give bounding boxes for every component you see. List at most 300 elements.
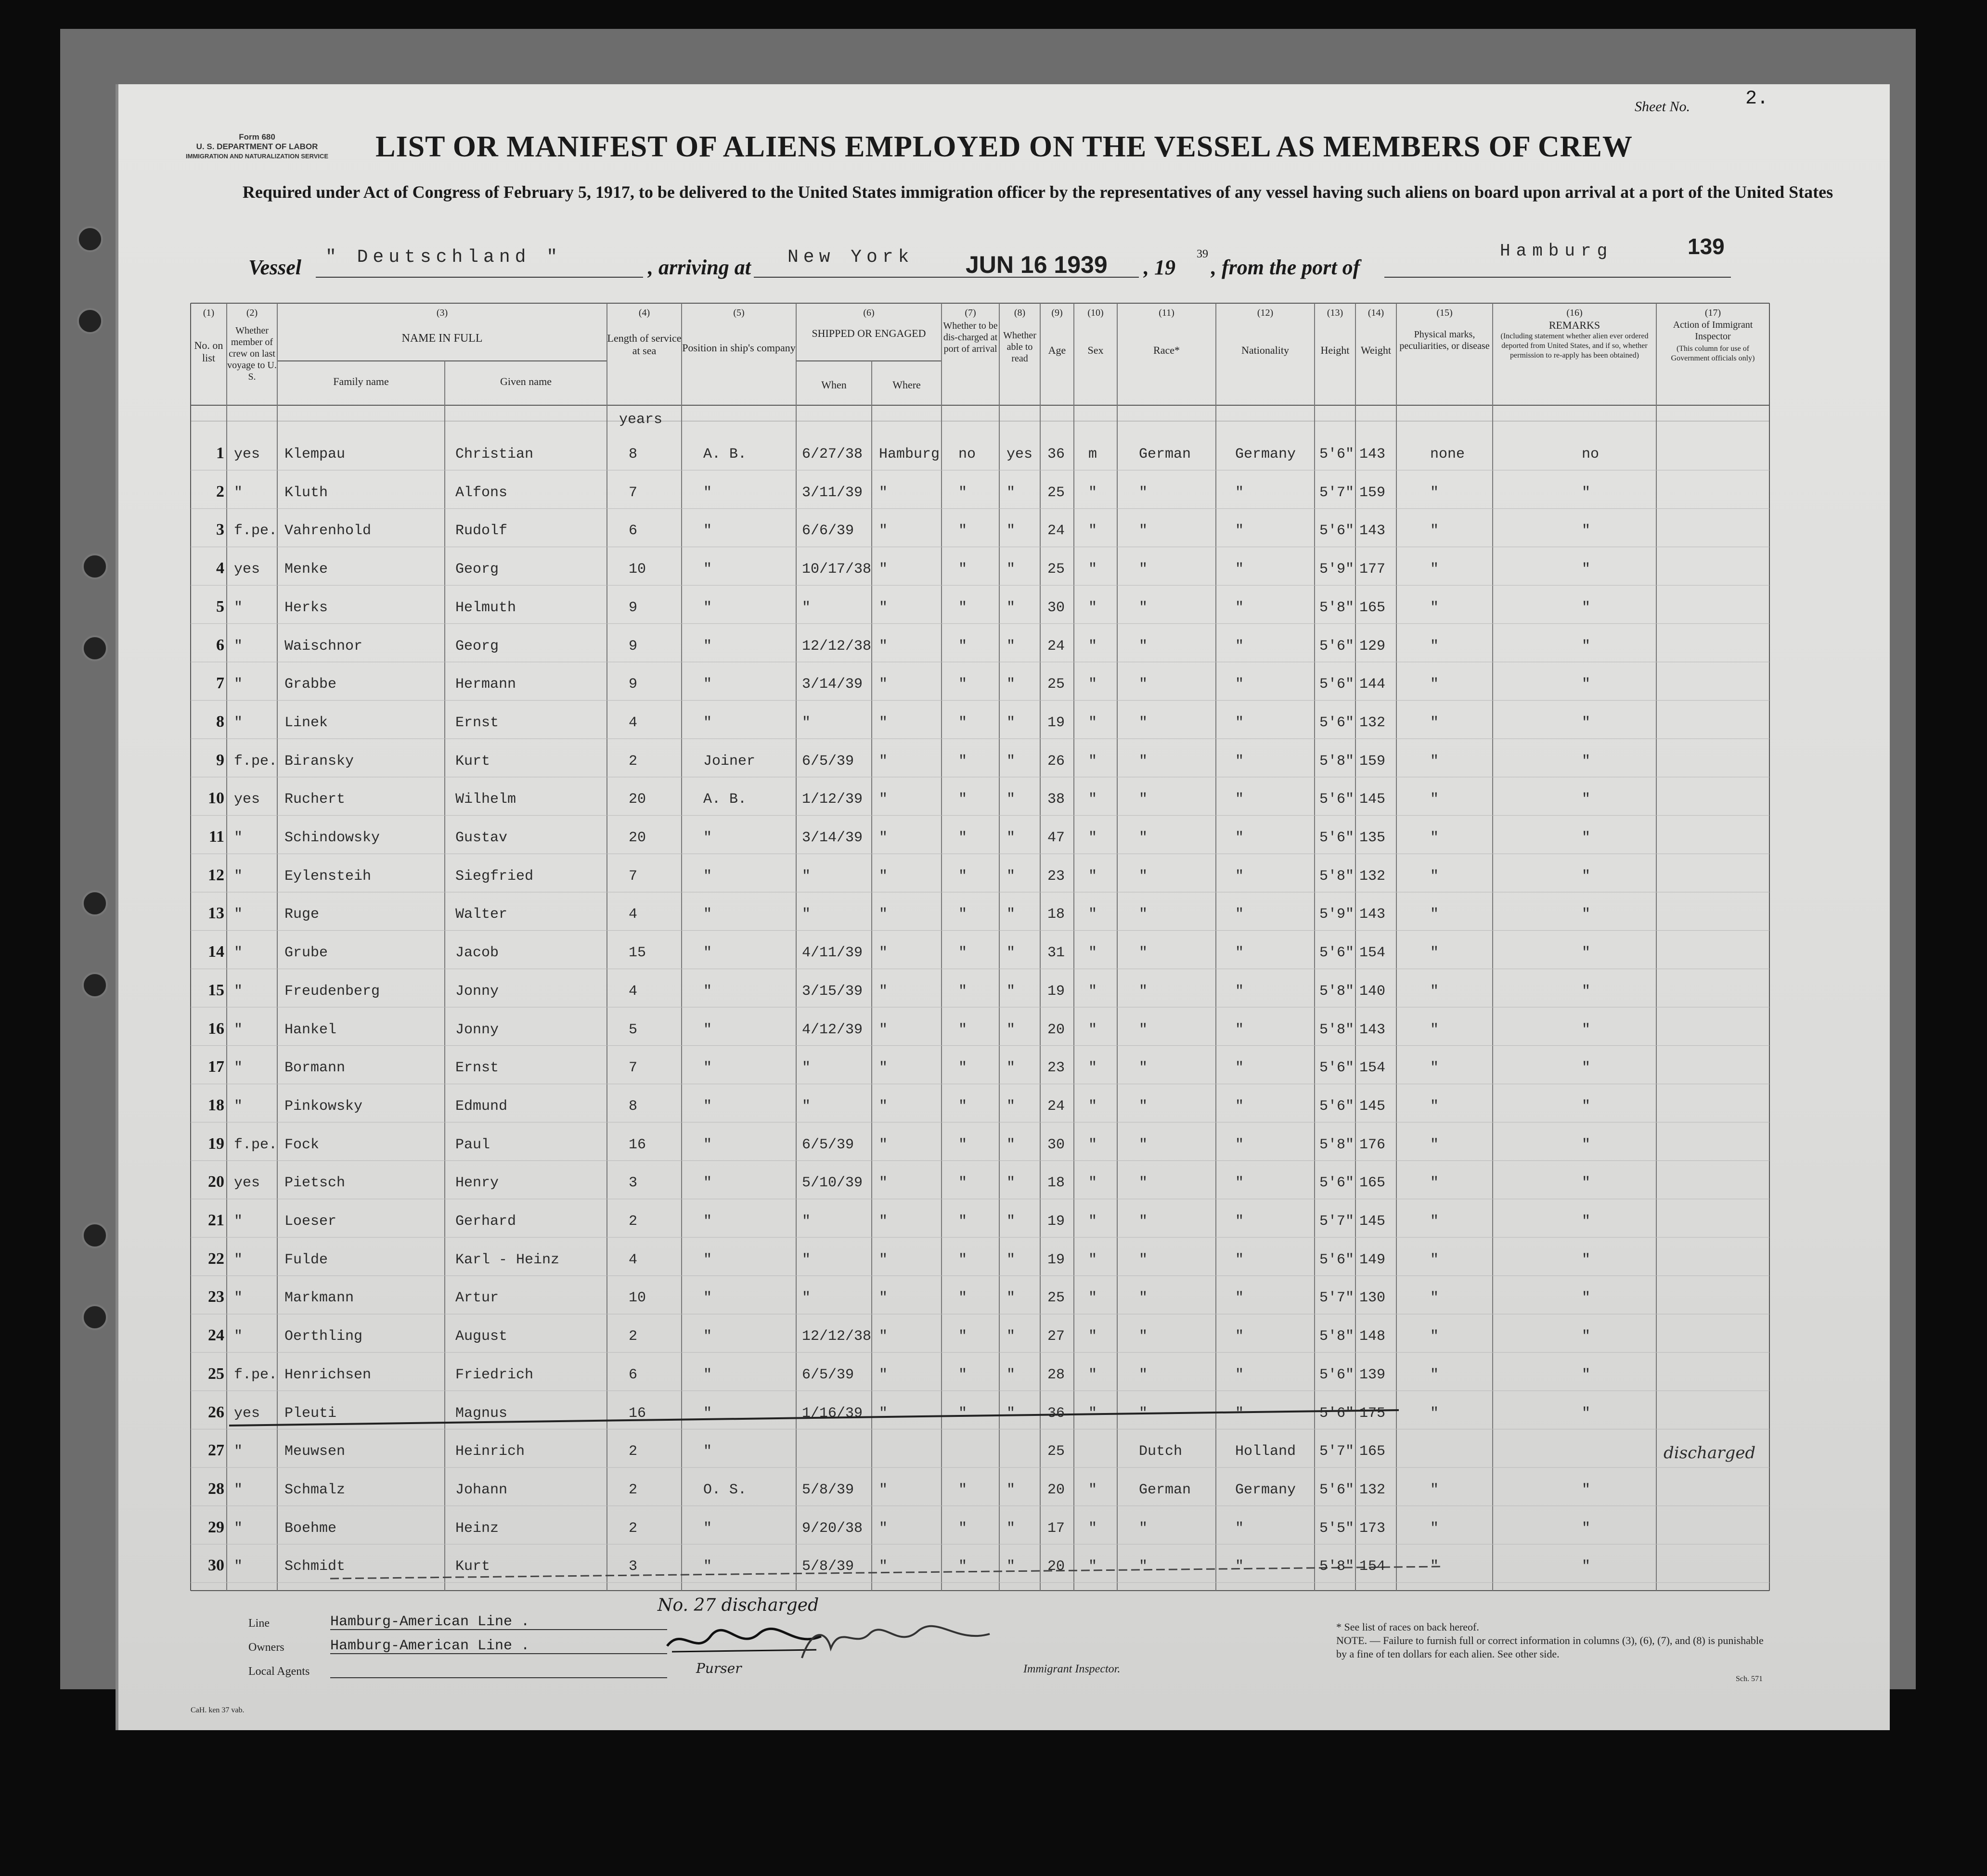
able-to-read-cell: "	[1006, 561, 1016, 578]
height-cell: 5'9"	[1319, 906, 1355, 923]
given-name-cell: Christian	[455, 446, 534, 463]
family-name-cell: Freudenberg	[284, 983, 380, 1000]
sex-cell: "	[1088, 906, 1097, 923]
given-name-cell: Alfons	[455, 484, 508, 501]
sex-cell: "	[1088, 1175, 1097, 1192]
service-length-cell: 8	[629, 446, 638, 463]
family-name-cell: Hankel	[284, 1021, 337, 1038]
row-number: 4	[216, 559, 224, 578]
able-to-read-cell: "	[1006, 1405, 1016, 1422]
nationality-cell: "	[1235, 1366, 1244, 1383]
sex-cell: "	[1088, 1328, 1097, 1345]
able-to-read-cell: "	[1006, 638, 1016, 655]
service-length-cell: 20	[629, 830, 646, 846]
nationality-cell: "	[1235, 599, 1244, 616]
height-cell: 5'7"	[1319, 1290, 1355, 1307]
arriving-label: , arriving at	[648, 256, 751, 279]
family-name-cell: Bormann	[284, 1060, 346, 1077]
given-name-cell: Georg	[455, 561, 499, 578]
prior-voyage-cell: "	[234, 1481, 243, 1498]
header-position: Position in ship's company	[682, 342, 796, 354]
able-to-read-cell: "	[1006, 1328, 1016, 1345]
discharged-cell: "	[958, 906, 968, 923]
service-length-cell: 4	[629, 906, 638, 923]
height-cell: 5'8"	[1319, 1136, 1355, 1153]
family-name-cell: Grabbe	[284, 676, 337, 693]
prior-voyage-cell: "	[234, 945, 243, 962]
shipped-when-cell: 6/5/39	[802, 1136, 854, 1153]
shipped-when-cell: 6/5/39	[802, 753, 854, 770]
service-length-cell: 10	[629, 1290, 646, 1307]
row-number: 8	[216, 712, 224, 731]
age-cell: 20	[1047, 1558, 1065, 1575]
header-when: When	[821, 379, 847, 391]
service-length-cell: 9	[629, 638, 638, 655]
row-number: 21	[208, 1211, 224, 1229]
nationality-cell: "	[1235, 714, 1244, 731]
nationality-cell: "	[1235, 1558, 1244, 1575]
position-cell: "	[703, 1136, 712, 1153]
header-name-in-full: NAME IN FULL	[401, 332, 483, 345]
family-name-cell: Vahrenhold	[284, 523, 372, 540]
height-cell: 5'7"	[1319, 1443, 1355, 1460]
row-number: 1	[216, 444, 224, 462]
height-cell: 5'6"	[1319, 1098, 1355, 1115]
binder-hole	[77, 308, 103, 334]
prior-voyage-cell: "	[234, 676, 243, 693]
col-num-3: (3)	[436, 308, 448, 318]
service-length-cell: 2	[629, 753, 638, 770]
owners-label: Owners	[248, 1641, 284, 1654]
nationality-cell: "	[1235, 983, 1244, 1000]
position-cell: "	[703, 906, 712, 923]
action-cell: discharged	[1664, 1443, 1756, 1463]
race-cell: "	[1139, 791, 1148, 808]
race-cell: "	[1139, 1060, 1148, 1077]
given-name-cell: Siegfried	[455, 868, 534, 885]
weight-cell: 149	[1359, 1251, 1386, 1268]
family-name-cell: Fock	[284, 1136, 320, 1153]
sex-cell: "	[1088, 484, 1097, 501]
prior-voyage-cell: "	[234, 714, 243, 731]
physical-marks-cell: "	[1430, 1290, 1439, 1307]
prior-voyage-cell: "	[234, 906, 243, 923]
family-name-cell: Pleuti	[284, 1405, 337, 1422]
nationality-cell: Holland	[1235, 1443, 1296, 1460]
service-length-cell: 20	[629, 791, 646, 808]
height-cell: 5'6"	[1319, 446, 1355, 463]
weight-cell: 154	[1359, 1558, 1386, 1575]
remarks-cell: "	[1582, 714, 1591, 731]
manifest-page	[116, 84, 1890, 1730]
row-number: 9	[216, 751, 224, 769]
sex-cell: "	[1088, 1481, 1097, 1498]
family-name-cell: Markmann	[284, 1290, 354, 1307]
nationality-cell: "	[1235, 830, 1244, 846]
header-remarks: REMARKS	[1548, 319, 1600, 331]
height-cell: 5'8"	[1319, 983, 1355, 1000]
family-name-cell: Ruge	[284, 906, 320, 923]
header-remarks-note: (Including statement whether alien ever ordered deported from United States, and if so, whether permission to re-apply has been obtained)	[1500, 332, 1649, 360]
age-cell: 19	[1047, 714, 1065, 731]
family-name-cell: Eylensteih	[284, 868, 372, 885]
physical-marks-cell: "	[1430, 484, 1439, 501]
prior-voyage-cell: "	[234, 599, 243, 616]
race-note: * See list of races on back hereof.	[1336, 1621, 1479, 1633]
years-unit: years	[619, 411, 663, 428]
height-cell: 5'6"	[1319, 830, 1355, 846]
shipped-where-cell: "	[879, 638, 888, 655]
from-port-label: , from the port of	[1211, 256, 1360, 279]
vessel-label: Vessel	[248, 256, 301, 279]
service-length-cell: 2	[629, 1328, 638, 1345]
weight-cell: 143	[1359, 446, 1386, 463]
weight-cell: 176	[1359, 1136, 1386, 1153]
discharged-cell: "	[958, 1366, 968, 1383]
able-to-read-cell: "	[1006, 1060, 1016, 1077]
able-to-read-cell: "	[1006, 1366, 1016, 1383]
nationality-cell: "	[1235, 868, 1244, 885]
family-name-cell: Meuwsen	[284, 1443, 346, 1460]
given-name-cell: Edmund	[455, 1098, 508, 1115]
given-name-cell: Rudolf	[455, 523, 508, 540]
nationality-cell: "	[1235, 1405, 1244, 1422]
shipped-when-cell: 4/12/39	[802, 1021, 863, 1038]
service-length-cell: 16	[629, 1136, 646, 1153]
race-cell: "	[1139, 714, 1148, 731]
position-cell: "	[703, 983, 712, 1000]
position-cell: "	[703, 484, 712, 501]
sex-cell: "	[1088, 983, 1097, 1000]
line-label: Line	[248, 1617, 270, 1630]
given-name-cell: Kurt	[455, 1558, 490, 1575]
remarks-cell: "	[1582, 1175, 1591, 1192]
physical-marks-cell: "	[1430, 1405, 1439, 1422]
service-length-cell: 4	[629, 983, 638, 1000]
able-to-read-cell: "	[1006, 1175, 1016, 1192]
physical-marks-cell: "	[1430, 753, 1439, 770]
given-name-cell: Georg	[455, 638, 499, 655]
able-to-read-cell: "	[1006, 676, 1016, 693]
nationality-cell: "	[1235, 638, 1244, 655]
nationality-cell: "	[1235, 906, 1244, 923]
nationality-cell: "	[1235, 1251, 1244, 1268]
position-cell: "	[703, 1520, 712, 1537]
row-number: 28	[208, 1479, 224, 1498]
vessel-name: " Deutschland "	[325, 247, 563, 268]
shipped-when-cell: "	[802, 868, 811, 885]
family-name-cell: Linek	[284, 714, 328, 731]
race-cell: "	[1139, 1405, 1148, 1422]
shipped-where-cell: "	[879, 1060, 888, 1077]
remarks-cell: "	[1582, 1251, 1591, 1268]
race-cell: "	[1139, 523, 1148, 540]
family-name-cell: Ruchert	[284, 791, 346, 808]
family-name-cell: Menke	[284, 561, 328, 578]
sex-cell: "	[1088, 714, 1097, 731]
family-name-cell: Fulde	[284, 1251, 328, 1268]
document-subtitle: Required under Act of Congress of February 5, 1917, to be delivered to the United States immigration officer by the representatives of any vessel having such aliens on board upon arrival at a port of the United States	[242, 182, 1833, 202]
discharged-cell: "	[958, 484, 968, 501]
sex-cell: "	[1088, 1290, 1097, 1307]
row-number: 18	[208, 1096, 224, 1114]
race-cell: "	[1139, 638, 1148, 655]
family-name-cell: Herks	[284, 599, 328, 616]
shipped-when-cell: "	[802, 599, 811, 616]
able-to-read-cell: "	[1006, 1098, 1016, 1115]
shipped-where-cell: "	[879, 830, 888, 846]
nationality-cell: "	[1235, 1060, 1244, 1077]
age-cell: 20	[1047, 1481, 1065, 1498]
race-cell: "	[1139, 868, 1148, 885]
age-cell: 30	[1047, 1136, 1065, 1153]
sheet-number-label: Sheet No.	[1635, 99, 1690, 115]
discharged-cell: "	[958, 714, 968, 731]
race-cell: "	[1139, 1136, 1148, 1153]
age-cell: 25	[1047, 676, 1065, 693]
service-length-cell: 8	[629, 1098, 638, 1115]
race-cell: "	[1139, 1251, 1148, 1268]
nationality-cell: "	[1235, 523, 1244, 540]
nationality-cell: "	[1235, 1328, 1244, 1345]
given-name-cell: Wilhelm	[455, 791, 516, 808]
service-length-cell: 2	[629, 1213, 638, 1230]
prior-voyage-cell: "	[234, 1098, 243, 1115]
nationality-cell: "	[1235, 1213, 1244, 1230]
prior-voyage-cell: "	[234, 1520, 243, 1537]
position-cell: "	[703, 868, 712, 885]
col-num-16: (16)	[1566, 308, 1583, 318]
remarks-cell: "	[1582, 523, 1591, 540]
discharged-cell: "	[958, 753, 968, 770]
family-name-cell: Schmalz	[284, 1481, 346, 1498]
given-name-cell: August	[455, 1328, 508, 1345]
purser-label: Purser	[696, 1660, 742, 1676]
remarks-cell: "	[1582, 983, 1591, 1000]
age-cell: 36	[1047, 1405, 1065, 1422]
col-num-13: (13)	[1327, 308, 1343, 318]
shipped-when-cell: 4/11/39	[802, 945, 863, 962]
nationality-cell: "	[1235, 1098, 1244, 1115]
prior-voyage-cell: yes	[234, 1175, 260, 1192]
age-cell: 19	[1047, 1251, 1065, 1268]
race-cell: "	[1139, 906, 1148, 923]
remarks-cell: "	[1582, 1136, 1591, 1153]
shipped-where-cell: "	[879, 1213, 888, 1230]
age-cell: 24	[1047, 1098, 1065, 1115]
physical-marks-cell: "	[1430, 638, 1439, 655]
family-name-cell: Loeser	[284, 1213, 337, 1230]
row-number: 30	[208, 1556, 224, 1575]
weight-cell: 132	[1359, 868, 1386, 885]
binder-hole	[82, 1304, 108, 1330]
physical-marks-cell: "	[1430, 1060, 1439, 1077]
physical-marks-cell: "	[1430, 676, 1439, 693]
discharged-cell: "	[958, 1481, 968, 1498]
sex-cell: "	[1088, 523, 1097, 540]
height-cell: 5'5"	[1319, 1520, 1355, 1537]
discharged-cell: "	[958, 1213, 968, 1230]
given-name-cell: Jonny	[455, 983, 499, 1000]
weight-cell: 139	[1359, 1366, 1386, 1383]
header-given-name: Given name	[500, 375, 552, 387]
position-cell: "	[703, 1558, 712, 1575]
discharged-cell: "	[958, 1136, 968, 1153]
weight-cell: 132	[1359, 1481, 1386, 1498]
prior-voyage-cell: "	[234, 1558, 243, 1575]
shipped-when-cell: 3/14/39	[802, 830, 863, 846]
age-cell: 27	[1047, 1328, 1065, 1345]
row-number: 2	[216, 482, 224, 501]
able-to-read-cell: "	[1006, 523, 1016, 540]
remarks-cell: "	[1582, 906, 1591, 923]
weight-cell: 144	[1359, 676, 1386, 693]
position-cell: "	[703, 945, 712, 962]
family-name-cell: Waischnor	[284, 638, 363, 655]
able-to-read-cell: "	[1006, 1558, 1016, 1575]
shipped-where-cell: "	[879, 1481, 888, 1498]
shipped-when-cell: 12/12/38	[802, 638, 872, 655]
physical-marks-cell: "	[1430, 1520, 1439, 1537]
position-cell: "	[703, 1213, 712, 1230]
remarks-cell: "	[1582, 1098, 1591, 1115]
prior-voyage-cell: "	[234, 484, 243, 501]
height-cell: 5'6"	[1319, 1481, 1355, 1498]
age-cell: 18	[1047, 906, 1065, 923]
position-cell: "	[703, 1290, 712, 1307]
position-cell: "	[703, 1175, 712, 1192]
prior-voyage-cell: "	[234, 868, 243, 885]
given-name-cell: Gerhard	[455, 1213, 516, 1230]
header-where: Where	[892, 379, 921, 391]
height-cell: 5'6"	[1319, 1060, 1355, 1077]
nationality-cell: Germany	[1235, 1481, 1296, 1498]
row-number: 13	[208, 904, 224, 923]
header-shipped: SHIPPED OR ENGAGED	[812, 327, 926, 339]
remarks-cell: "	[1582, 753, 1591, 770]
sex-cell: "	[1088, 1021, 1097, 1038]
row-number: 29	[208, 1518, 224, 1536]
shipped-when-cell: "	[802, 714, 811, 731]
row-number: 19	[208, 1134, 224, 1153]
weight-cell: 175	[1359, 1405, 1386, 1422]
height-cell: 5'6"	[1319, 676, 1355, 693]
header-physical-marks: Physical marks, peculiarities, or disease	[1399, 329, 1490, 351]
height-cell: 5'6"	[1319, 1366, 1355, 1383]
row-number: 15	[208, 981, 224, 999]
physical-marks-cell: none	[1430, 446, 1465, 463]
header-sex: Sex	[1087, 344, 1104, 356]
discharged-cell: "	[958, 599, 968, 616]
sex-cell: "	[1088, 945, 1097, 962]
age-cell: 25	[1047, 1290, 1065, 1307]
discharged-cell: "	[958, 523, 968, 540]
shipped-where-cell: "	[879, 714, 888, 731]
discharged-cell: no	[958, 446, 976, 463]
discharged-cell: "	[958, 561, 968, 578]
weight-cell: 154	[1359, 945, 1386, 962]
race-cell: "	[1139, 753, 1148, 770]
shipped-when-cell: 5/8/39	[802, 1558, 854, 1575]
row-number: 23	[208, 1288, 224, 1306]
header-family-name: Family name	[333, 375, 389, 387]
race-cell: "	[1139, 1098, 1148, 1115]
col-num-7: (7)	[965, 308, 976, 318]
shipped-where-cell: "	[879, 1405, 888, 1422]
physical-marks-cell: "	[1430, 1175, 1439, 1192]
shipped-when-cell: "	[802, 906, 811, 923]
shipped-when-cell: 3/14/39	[802, 676, 863, 693]
able-to-read-cell: "	[1006, 753, 1016, 770]
prior-voyage-cell: "	[234, 1060, 243, 1077]
service-length-cell: 2	[629, 1443, 638, 1460]
department-name: U. S. DEPARTMENT OF LABOR	[196, 142, 318, 151]
owners-value: Hamburg-American Line .	[330, 1638, 530, 1654]
discharged-cell: "	[958, 945, 968, 962]
remarks-cell: "	[1582, 1060, 1591, 1077]
row-number: 20	[208, 1173, 224, 1191]
header-length-service: Length of service at sea	[607, 332, 682, 357]
shipped-where-cell: "	[879, 1021, 888, 1038]
position-cell: "	[703, 638, 712, 655]
given-name-cell: Magnus	[455, 1405, 508, 1422]
row-number: 22	[208, 1249, 224, 1268]
row-number: 3	[216, 521, 224, 539]
shipped-where-cell: "	[879, 1290, 888, 1307]
remarks-cell: "	[1582, 638, 1591, 655]
age-cell: 20	[1047, 1021, 1065, 1038]
physical-marks-cell: "	[1430, 561, 1439, 578]
prior-voyage-cell: "	[234, 638, 243, 655]
col-num-14: (14)	[1368, 308, 1384, 318]
family-name-cell: Grube	[284, 945, 328, 962]
prior-voyage-cell: yes	[234, 561, 260, 578]
race-cell: "	[1139, 830, 1148, 846]
race-cell: "	[1139, 1366, 1148, 1383]
sex-cell: "	[1088, 1558, 1097, 1575]
sex-cell: "	[1088, 753, 1097, 770]
row-number: 25	[208, 1364, 224, 1383]
age-cell: 24	[1047, 638, 1065, 655]
race-cell: "	[1139, 1021, 1148, 1038]
inspector-label: Immigrant Inspector.	[1023, 1663, 1121, 1675]
row-number: 7	[216, 674, 224, 693]
race-cell: "	[1139, 1558, 1148, 1575]
shipped-where-cell: "	[879, 676, 888, 693]
weight-cell: 132	[1359, 714, 1386, 731]
prior-voyage-cell: "	[234, 1251, 243, 1268]
able-to-read-cell: "	[1006, 1021, 1016, 1038]
age-cell: 18	[1047, 1175, 1065, 1192]
discharged-cell: "	[958, 1520, 968, 1537]
col-num-15: (15)	[1436, 308, 1453, 318]
weight-cell: 143	[1359, 523, 1386, 540]
position-cell: "	[703, 561, 712, 578]
weight-cell: 154	[1359, 1060, 1386, 1077]
race-cell: "	[1139, 1175, 1148, 1192]
prior-voyage-cell: f.pe.	[234, 1136, 278, 1153]
shipped-when-cell: 6/6/39	[802, 523, 854, 540]
height-cell: 5'7"	[1319, 1213, 1355, 1230]
height-cell: 5'6"	[1319, 714, 1355, 731]
nationality-cell: "	[1235, 676, 1244, 693]
able-to-read-cell: "	[1006, 983, 1016, 1000]
physical-marks-cell: "	[1430, 599, 1439, 616]
physical-marks-cell: "	[1430, 1021, 1439, 1038]
shipped-where-cell: "	[879, 523, 888, 540]
binder-hole	[82, 553, 108, 579]
sex-cell: "	[1088, 830, 1097, 846]
